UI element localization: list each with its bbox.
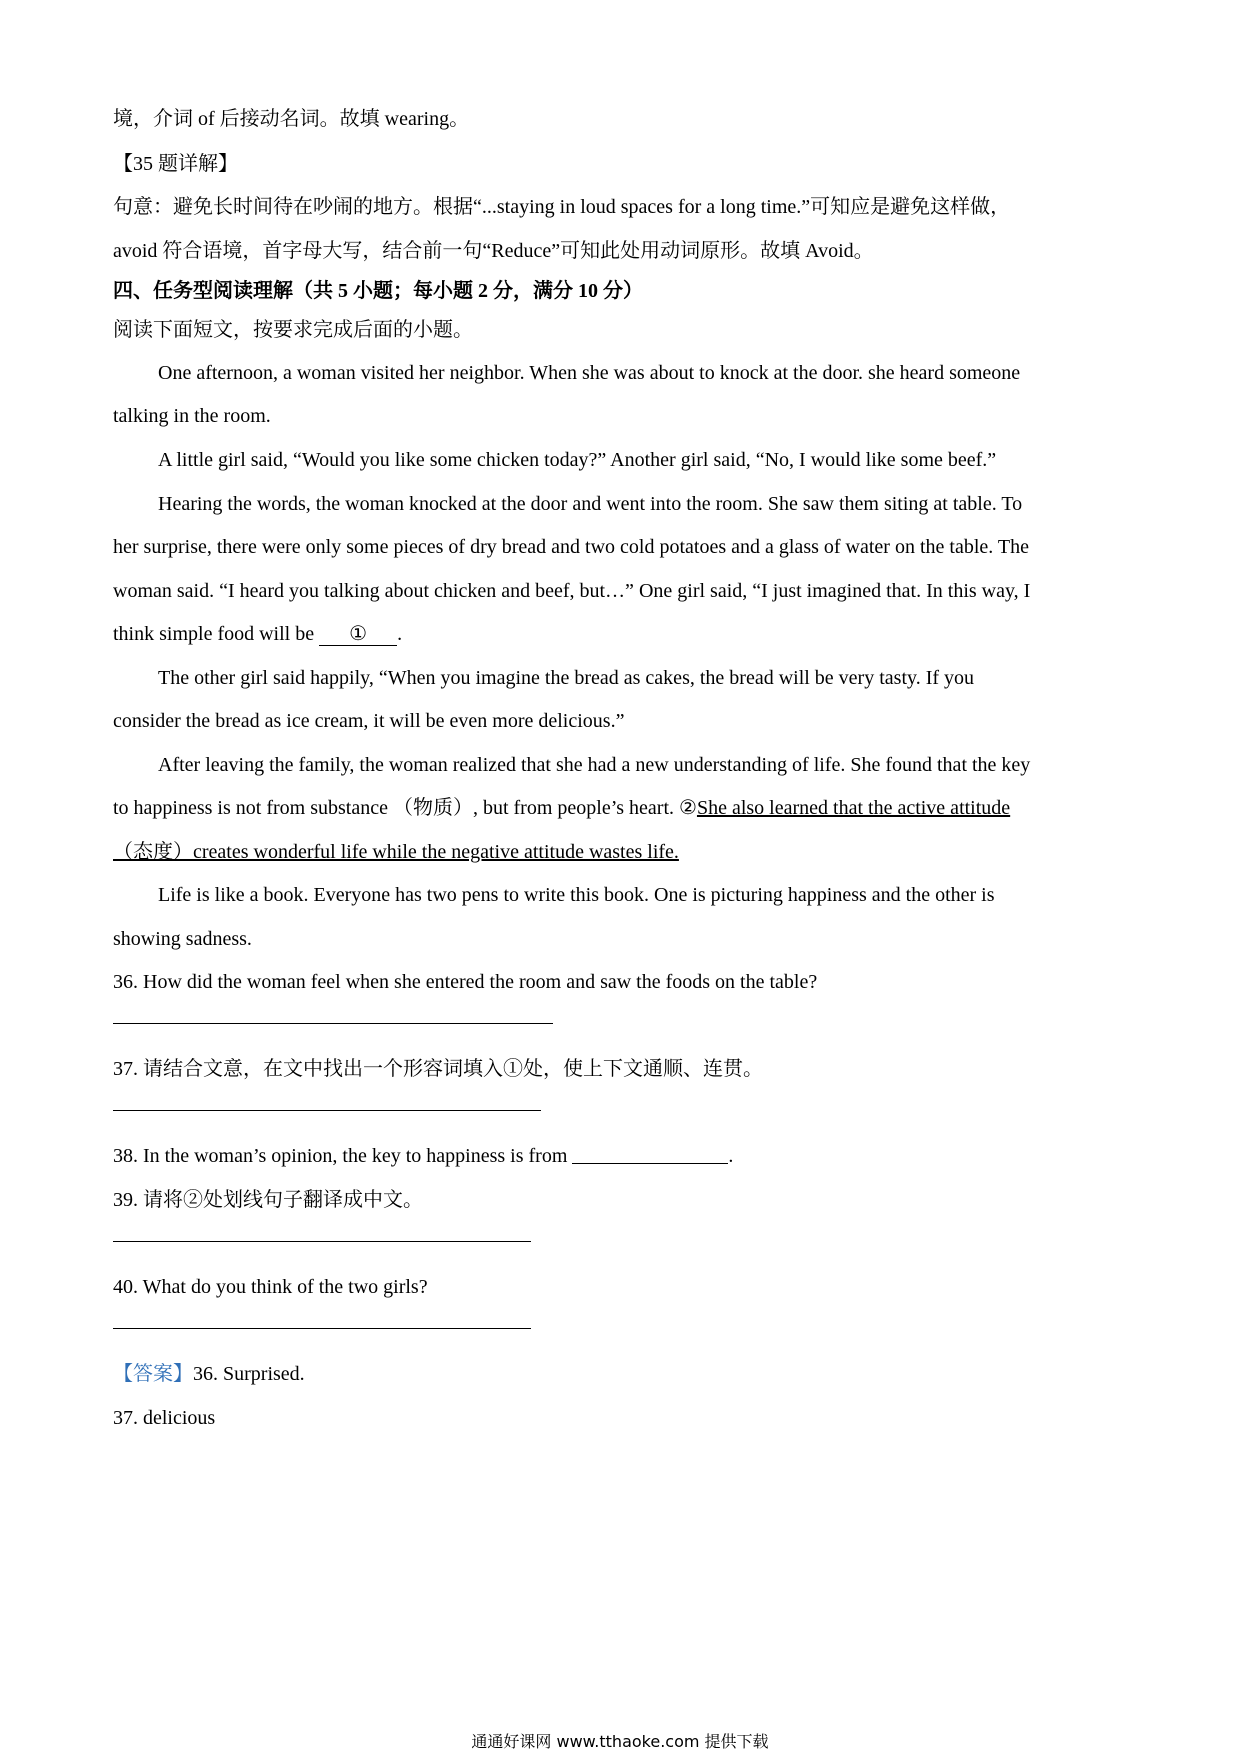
passage-line: One afternoon, a woman visited her neighbor. When she was about to knock at the door. she heard someone [158, 362, 1021, 384]
answer-36 [113, 1360, 305, 1388]
passage-line [113, 620, 402, 648]
question-text: 38. In the woman’s opinion, the key to happiness is from [113, 1145, 573, 1167]
passage-line: talking in the room. [113, 405, 271, 427]
answer-line-36[interactable] [113, 1023, 553, 1024]
passage-line [113, 794, 1010, 822]
text-line: avoid 符合语境，首字母大写，结合前一句“Reduce”可知此处用动词原形。故填 Avoid。 [113, 240, 874, 262]
page-footer: 通通好课网 www.tthaoke.com 提供下载 [471, 1732, 769, 1751]
text-line: 境，介词 of 后接动名词。故填 wearing。 [113, 108, 470, 130]
question-40: 40. What do you think of the two girls? [113, 1276, 428, 1298]
passage-text: . [397, 623, 403, 645]
question-37: 37. 请结合文意，在文中找出一个形容词填入①处，使上下文通顺、连贯。 [113, 1058, 763, 1080]
text-line: 句意：避免长时间待在吵闹的地方。根据“...staying in loud spaces for a long time.”可知应是避免这样做， [113, 196, 1011, 218]
passage-line: The other girl said happily, “When you imagine the bread as cakes, the bread will be very tasty. If you [158, 667, 975, 689]
passage-line: woman said. “I heard you talking about chicken and beef, but…” One girl said, “I just imagined that. In this way, I [113, 580, 1031, 602]
question-text: . [728, 1145, 734, 1167]
passage-line: her surprise, there were only some pieces of dry bread and two cold potatoes and a glass of water on the table. The [113, 536, 1029, 558]
answer-37: 37. delicious [113, 1407, 216, 1429]
question-38 [113, 1142, 733, 1170]
answer-tag: 【答案】 [113, 1363, 193, 1385]
underlined-sentence: （态度）creates wonderful life while the negative attitude wastes life. [113, 841, 679, 863]
passage-line: showing sadness. [113, 928, 252, 950]
passage-line: Life is like a book. Everyone has two pens to write this book. One is picturing happiness and the other is [158, 884, 995, 906]
underlined-sentence: She also learned that the active attitude [696, 797, 1011, 819]
passage-line: Hearing the words, the woman knocked at the door and went into the room. She saw them siting at table. To [158, 493, 1023, 515]
passage-line: A little girl said, “Would you like some chicken today?” Another girl said, “No, I would like some beef.” [158, 449, 997, 471]
section-title: 四、任务型阅读理解（共 5 小题；每小题 2 分，满分 10 分） [113, 280, 643, 302]
answer-line-37[interactable] [113, 1110, 541, 1111]
passage-line: After leaving the family, the woman realized that she had a new understanding of life. She found that the key [158, 754, 1031, 776]
blank-38[interactable] [572, 1143, 728, 1164]
blank-1: ① [319, 623, 397, 646]
answer-line-40[interactable] [113, 1328, 531, 1329]
subsection-heading: 【35 题详解】 [113, 153, 238, 175]
passage-text: to happiness is not from substance （物质）, but from people’s heart. ② [113, 797, 697, 819]
question-36: 36. How did the woman feel when she entered the room and saw the foods on the table? [113, 971, 818, 993]
passage-text: think simple food will be [113, 623, 320, 645]
question-39: 39. 请将②处划线句子翻译成中文。 [113, 1189, 423, 1211]
passage-line: consider the bread as ice cream, it will be even more delicious.” [113, 710, 625, 732]
instruction: 阅读下面短文，按要求完成后面的小题。 [113, 319, 473, 341]
answer-text: 36. Surprised. [193, 1363, 305, 1385]
answer-line-39[interactable] [113, 1241, 531, 1242]
